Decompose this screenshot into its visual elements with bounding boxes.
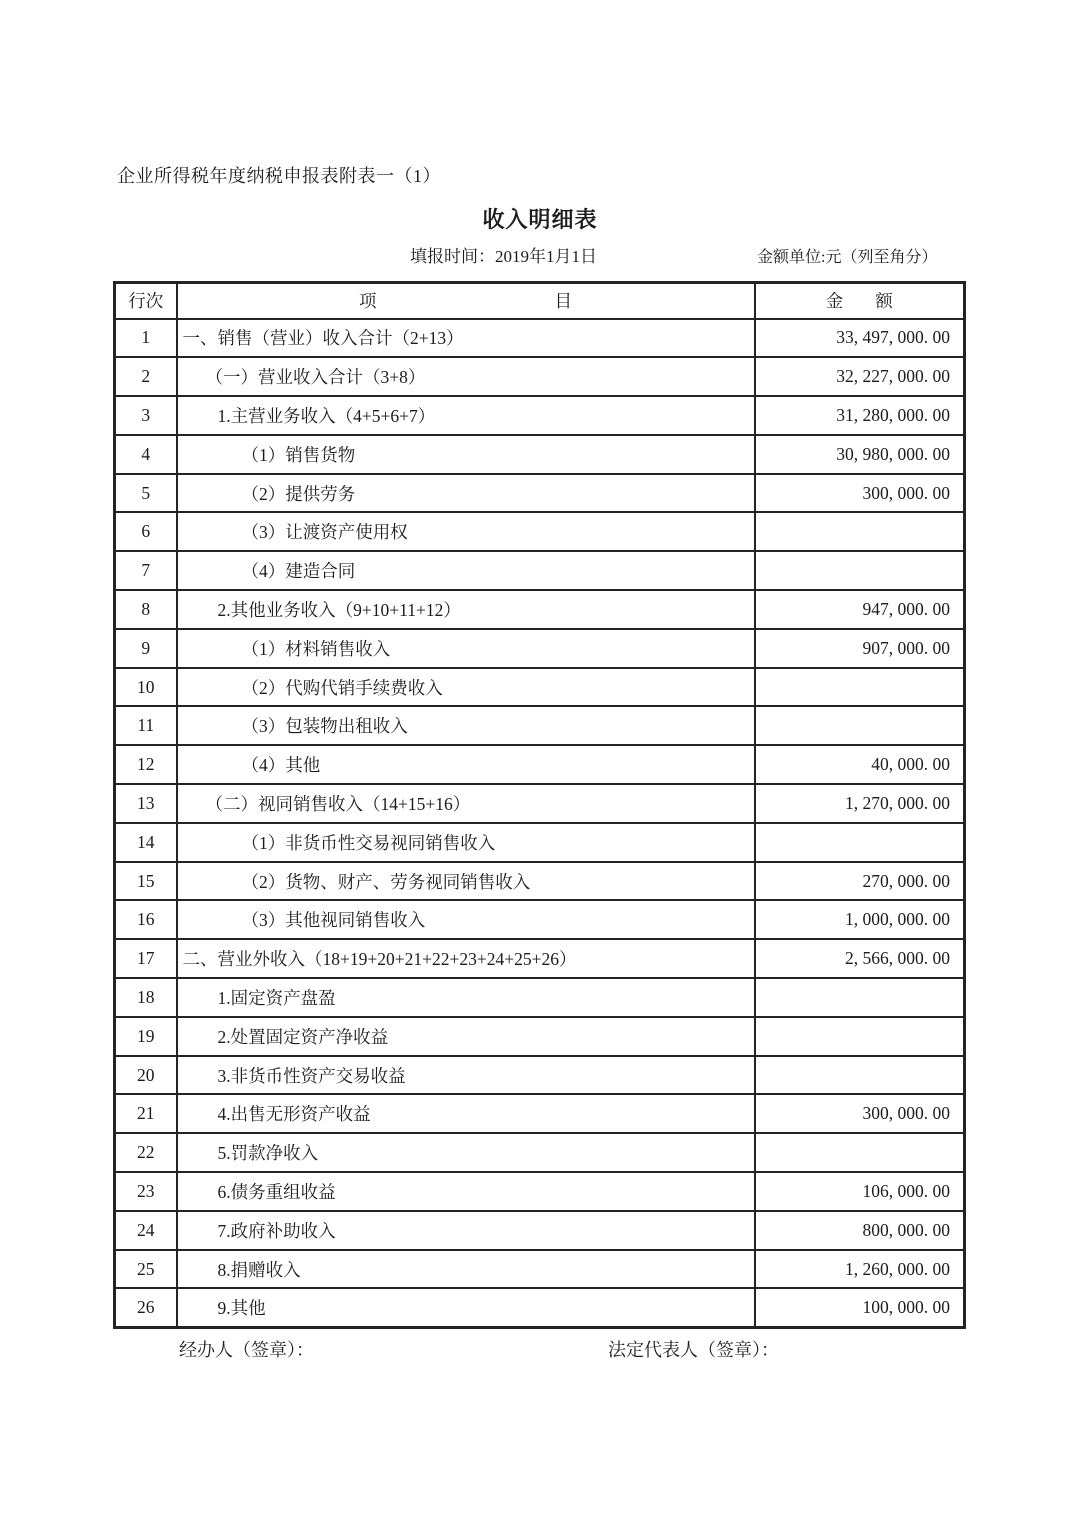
row-item: 9.其他 bbox=[177, 1288, 755, 1327]
row-item: 8.捐赠收入 bbox=[177, 1250, 755, 1289]
row-item: （4）其他 bbox=[177, 745, 755, 784]
column-header-row-no bbox=[115, 283, 177, 319]
row-item: （1）材料销售收入 bbox=[177, 629, 755, 668]
row-number: 23 bbox=[115, 1172, 177, 1211]
row-item: 二、营业外收入（18+19+20+21+22+23+24+25+26） bbox=[177, 939, 755, 978]
row-number: 7 bbox=[115, 551, 177, 590]
row-amount bbox=[755, 512, 965, 551]
row-number: 13 bbox=[115, 784, 177, 823]
row-item: （1）非货币性交易视同销售收入 bbox=[177, 823, 755, 862]
row-amount: 32, 227, 000. 00 bbox=[755, 357, 965, 396]
row-number: 6 bbox=[115, 512, 177, 551]
table-row bbox=[115, 862, 965, 901]
row-item: （二）视同销售收入（14+15+16） bbox=[177, 784, 755, 823]
row-number: 18 bbox=[115, 978, 177, 1017]
row-amount: 300, 000. 00 bbox=[755, 1094, 965, 1133]
row-number: 9 bbox=[115, 629, 177, 668]
table-row bbox=[115, 668, 965, 707]
row-amount: 30, 980, 000. 00 bbox=[755, 435, 965, 474]
amount-header-left-char: 金 bbox=[825, 291, 844, 312]
row-number: 5 bbox=[115, 474, 177, 513]
row-item: （2）提供劳务 bbox=[177, 474, 755, 513]
table-row bbox=[115, 590, 965, 629]
row-item: 1.主营业务收入（4+5+6+7） bbox=[177, 396, 755, 435]
table-row bbox=[115, 745, 965, 784]
fill-date-label: 填报时间：2019年1月1日 bbox=[410, 247, 597, 266]
row-number: 1 bbox=[115, 319, 177, 358]
row-number: 11 bbox=[115, 706, 177, 745]
row-amount bbox=[755, 1133, 965, 1172]
row-item: 5.罚款净收入 bbox=[177, 1133, 755, 1172]
row-number: 25 bbox=[115, 1250, 177, 1289]
table-row bbox=[115, 900, 965, 939]
table-row bbox=[115, 474, 965, 513]
table-row bbox=[115, 551, 965, 590]
row-number: 24 bbox=[115, 1211, 177, 1250]
row-item: 一、销售（营业）收入合计（2+13） bbox=[177, 319, 755, 358]
handler-signature-label: 经办人（签章）： bbox=[179, 1340, 314, 1360]
table-row bbox=[115, 939, 965, 978]
table-row bbox=[115, 1250, 965, 1289]
table-row bbox=[115, 706, 965, 745]
table-row bbox=[115, 784, 965, 823]
row-amount: 2, 566, 000. 00 bbox=[755, 939, 965, 978]
amount-unit-label: 金额单位:元（列至角分） bbox=[757, 249, 938, 266]
row-amount: 800, 000. 00 bbox=[755, 1211, 965, 1250]
signature-row bbox=[0, 1336, 1080, 1362]
row-item: （2）货物、财产、劳务视同销售收入 bbox=[177, 862, 755, 901]
row-item: 4.出售无形资产收益 bbox=[177, 1094, 755, 1133]
form-attachment-label: 企业所得税年度纳税申报表附表一（1） bbox=[117, 166, 441, 186]
row-amount: 1, 270, 000. 00 bbox=[755, 784, 965, 823]
table-row bbox=[115, 396, 965, 435]
table-row bbox=[115, 1056, 965, 1095]
amount-header-right-char: 额 bbox=[875, 291, 893, 312]
meta-row bbox=[0, 242, 1080, 266]
table-row bbox=[115, 1017, 965, 1056]
row-amount bbox=[755, 823, 965, 862]
row-amount: 40, 000. 00 bbox=[755, 745, 965, 784]
table-header-row bbox=[115, 283, 965, 319]
row-amount: 270, 000. 00 bbox=[755, 862, 965, 901]
row-amount: 1, 260, 000. 00 bbox=[755, 1250, 965, 1289]
row-amount: 1, 000, 000. 00 bbox=[755, 900, 965, 939]
row-item: （1）销售货物 bbox=[177, 435, 755, 474]
row-no-header-label: 行次 bbox=[128, 291, 164, 312]
row-item: 3.非货币性资产交易收益 bbox=[177, 1056, 755, 1095]
row-item: 1.固定资产盘盈 bbox=[177, 978, 755, 1017]
row-amount: 907, 000. 00 bbox=[755, 629, 965, 668]
row-number: 17 bbox=[115, 939, 177, 978]
table-row bbox=[115, 357, 965, 396]
table-row bbox=[115, 1172, 965, 1211]
column-header-item bbox=[177, 283, 755, 319]
legal-representative-signature-label: 法定代表人（签章）： bbox=[608, 1340, 779, 1360]
row-number: 14 bbox=[115, 823, 177, 862]
row-number: 12 bbox=[115, 745, 177, 784]
table-row bbox=[115, 512, 965, 551]
row-item: （一）营业收入合计（3+8） bbox=[177, 357, 755, 396]
row-item: （3）其他视同销售收入 bbox=[177, 900, 755, 939]
row-number: 22 bbox=[115, 1133, 177, 1172]
row-number: 16 bbox=[115, 900, 177, 939]
row-amount bbox=[755, 551, 965, 590]
table-row bbox=[115, 1288, 965, 1327]
row-number: 2 bbox=[115, 357, 177, 396]
table-row bbox=[115, 629, 965, 668]
item-header-right-char: 目 bbox=[554, 291, 572, 312]
row-amount: 31, 280, 000. 00 bbox=[755, 396, 965, 435]
table-row bbox=[115, 1211, 965, 1250]
table-row bbox=[115, 319, 965, 358]
row-amount bbox=[755, 1017, 965, 1056]
row-number: 19 bbox=[115, 1017, 177, 1056]
row-number: 21 bbox=[115, 1094, 177, 1133]
row-item: （3）包装物出租收入 bbox=[177, 706, 755, 745]
table-row bbox=[115, 435, 965, 474]
row-number: 3 bbox=[115, 396, 177, 435]
item-header-left-char: 项 bbox=[359, 291, 377, 312]
row-item: （3）让渡资产使用权 bbox=[177, 512, 755, 551]
row-number: 15 bbox=[115, 862, 177, 901]
row-item: 6.债务重组收益 bbox=[177, 1172, 755, 1211]
row-amount: 106, 000. 00 bbox=[755, 1172, 965, 1211]
row-number: 4 bbox=[115, 435, 177, 474]
table-row bbox=[115, 1094, 965, 1133]
row-amount bbox=[755, 706, 965, 745]
row-item: 2.其他业务收入（9+10+11+12） bbox=[177, 590, 755, 629]
row-number: 26 bbox=[115, 1288, 177, 1327]
row-amount bbox=[755, 978, 965, 1017]
income-detail-table bbox=[113, 281, 966, 1329]
row-amount bbox=[755, 668, 965, 707]
row-item: （2）代购代销手续费收入 bbox=[177, 668, 755, 707]
row-amount: 300, 000. 00 bbox=[755, 474, 965, 513]
row-amount: 33, 497, 000. 00 bbox=[755, 319, 965, 358]
table-row bbox=[115, 978, 965, 1017]
row-item: （4）建造合同 bbox=[177, 551, 755, 590]
row-item: 7.政府补助收入 bbox=[177, 1211, 755, 1250]
table-body bbox=[115, 319, 965, 1328]
row-number: 20 bbox=[115, 1056, 177, 1095]
table-row bbox=[115, 823, 965, 862]
row-amount: 947, 000. 00 bbox=[755, 590, 965, 629]
table-row bbox=[115, 1133, 965, 1172]
page-title: 收入明细表 bbox=[482, 207, 598, 232]
row-amount bbox=[755, 1056, 965, 1095]
row-number: 10 bbox=[115, 668, 177, 707]
row-number: 8 bbox=[115, 590, 177, 629]
column-header-amount bbox=[755, 283, 965, 319]
row-item: 2.处置固定资产净收益 bbox=[177, 1017, 755, 1056]
row-amount: 100, 000. 00 bbox=[755, 1288, 965, 1327]
